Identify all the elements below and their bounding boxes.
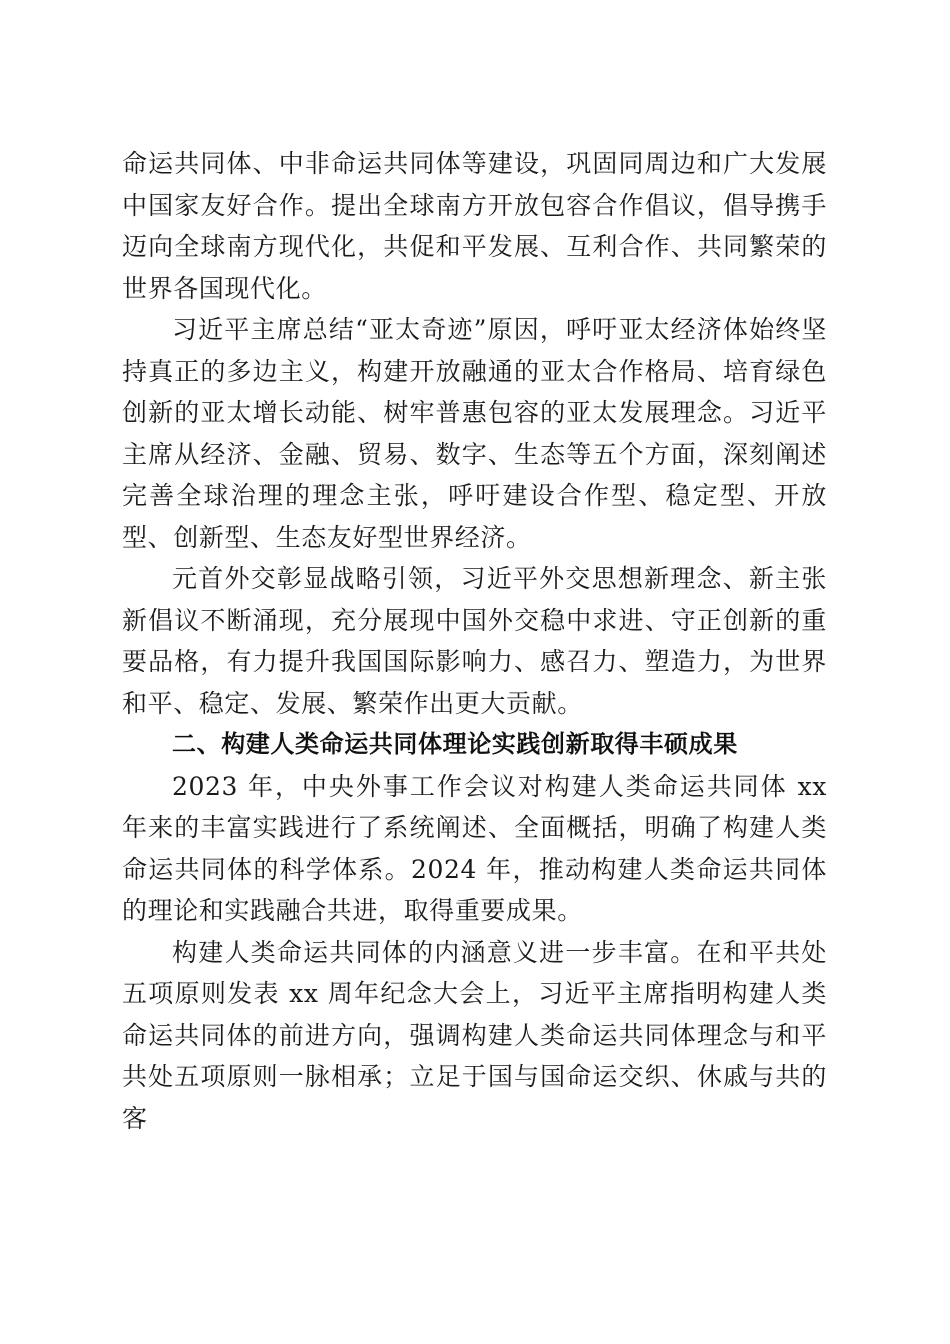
paragraph-community-building: 命运共同体、中非命运共同体等建设，巩固同周边和广大发展中国家友好合作。提出全球南方开放包容合作倡议，倡导携手迈向全球南方现代化，共促和平发展、互利合作、共同繁荣的世界各国现代化。 (122, 149, 827, 303)
document-body (122, 143, 827, 1139)
section-heading: 二、构建人类命运共同体理论实践创新取得丰硕成果 (172, 730, 738, 758)
paragraph-head-of-state-diplomacy: 元首外交彰显战略引领，习近平外交思想新理念、新主张新倡议不断涌现，充分展现中国外交稳中求进、守正创新的重要品格，有力提升我国国际影响力、感召力、塑造力，为世界和平、稳定、发展、繁荣作出更大贡献。 (122, 564, 827, 718)
paragraph-five-principles: 构建人类命运共同体的内涵意义进一步丰富。在和平共处五项原则发表 xx 周年纪念大会上，习近平主席指明构建人类命运共同体的前进方向，强调构建人类命运共同体理念与和平共处五项原则一脉相承；立足于国与国命运交织、休戚与共的客 (122, 937, 827, 1133)
paragraph-foreign-affairs-conference: 2023 年，中央外事工作会议对构建人类命运共同体 xx 年来的丰富实践进行了系统阐述、全面概括，明确了构建人类命运共同体的科学体系。2024 年，推动构建人类命运共同体的理论和实践融合共进，取得重要成果。 (122, 771, 827, 925)
paragraph-asia-pacific: 习近平主席总结“亚太奇迹”原因，呼吁亚太经济体始终坚持真正的多边主义，构建开放融通的亚太合作格局、培育绿色创新的亚太增长动能、树牢普惠包容的亚太发展理念。习近平主席从经济、金融、贸易、数字、生态等五个方面，深刻阐述完善全球治理的理念主张，呼吁建设合作型、稳定型、开放型、创新型、生态友好型世界经济。 (122, 315, 827, 552)
